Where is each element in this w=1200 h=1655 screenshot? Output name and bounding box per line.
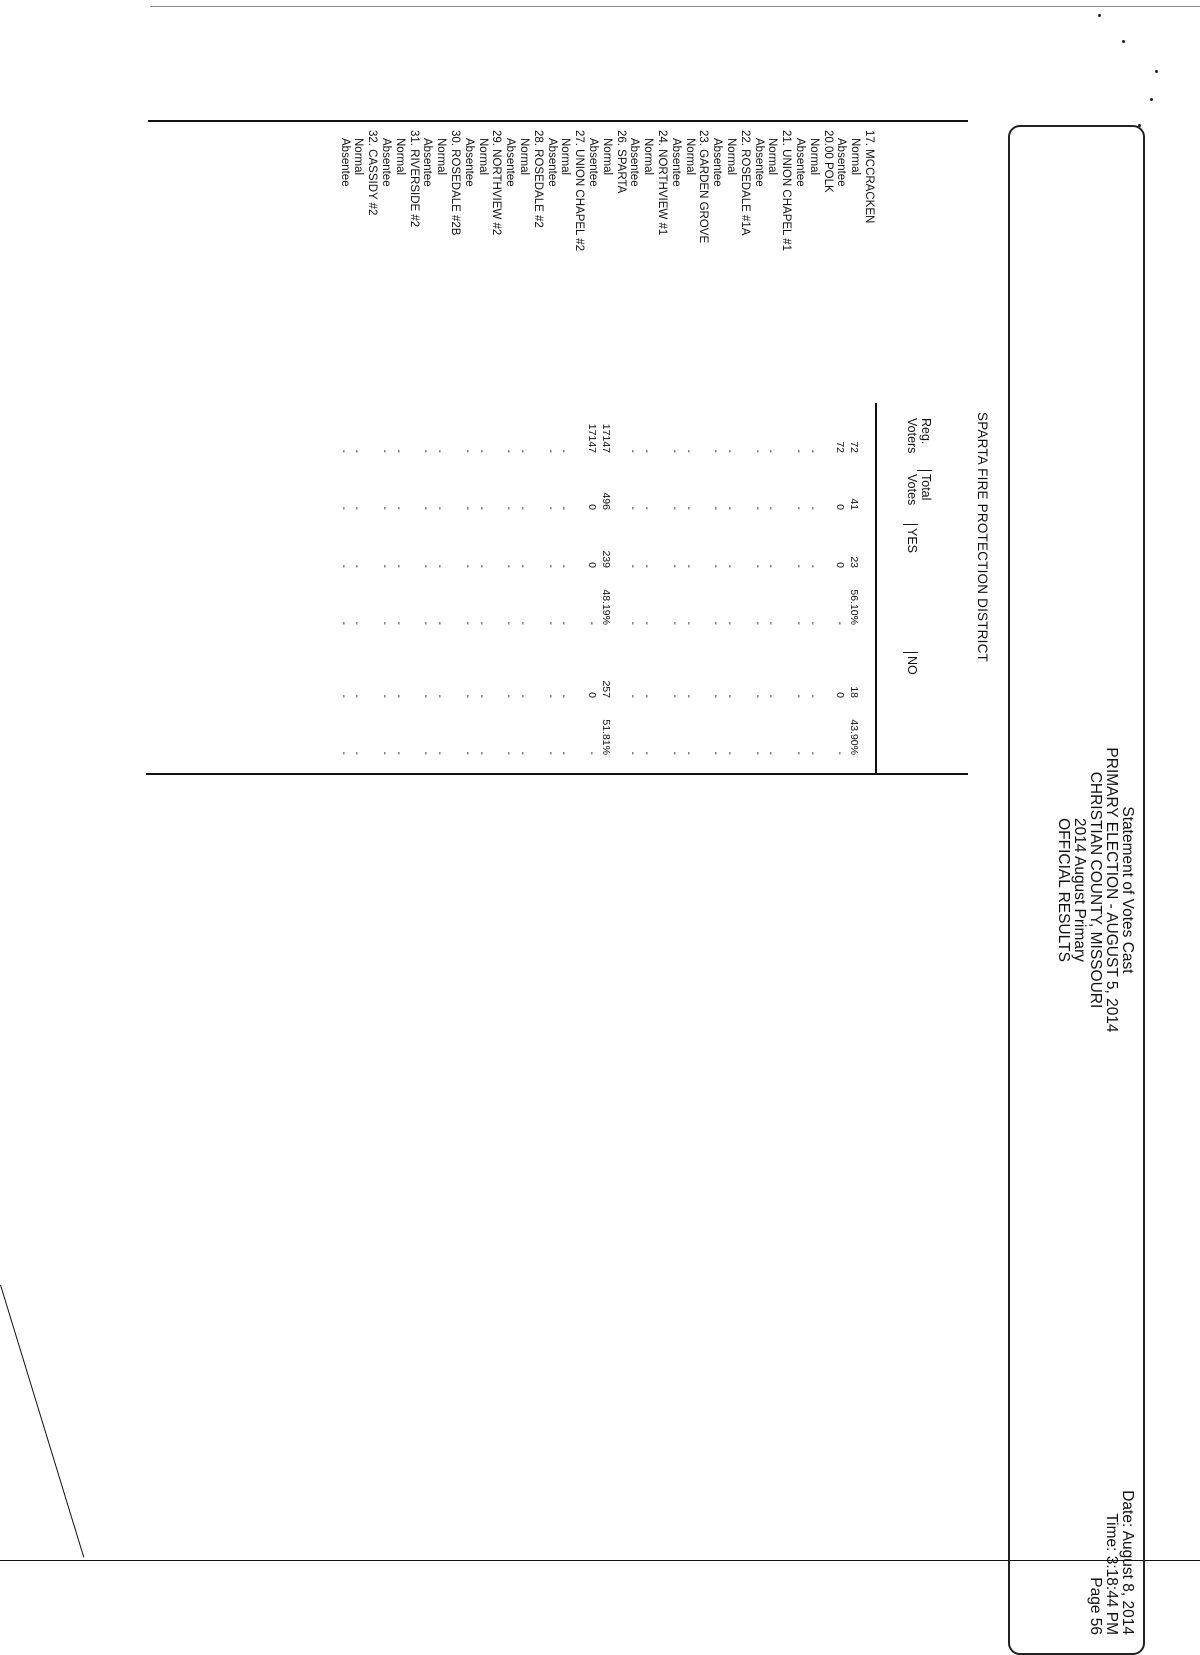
cell-yes: - (434, 564, 447, 568)
ballot-type-label: Absentee (380, 138, 392, 187)
cell-no: - (627, 694, 640, 698)
cell-total: 496 (599, 492, 612, 510)
cell-no: - (434, 694, 447, 698)
ballot-type-label: Normal (807, 138, 820, 176)
cell-yes: 23 (848, 556, 861, 568)
ballot-type-label: Normal (476, 138, 489, 176)
ballot-type-label: Normal (352, 138, 365, 176)
cell-total: 0 (834, 504, 847, 510)
cell-yes-pct: - (461, 621, 474, 625)
col-head-total-1: Total (919, 474, 933, 501)
cell-yes-pct: - (337, 621, 350, 625)
precinct-label: 31. RIVERSIDE #2 (407, 130, 420, 228)
cell-total: - (751, 506, 764, 510)
ballot-type-label: Absentee (421, 138, 434, 187)
ballot-type-label: Normal (559, 138, 572, 176)
ballot-type-label: Normal (518, 138, 530, 176)
cell-yes-pct: - (724, 621, 736, 625)
cell-no: 0 (834, 692, 847, 698)
cell-reg: 17147 (586, 423, 598, 453)
cell-reg: 72 (848, 441, 861, 453)
cell-reg: - (558, 449, 571, 453)
cell-yes: - (641, 564, 654, 568)
ballot-type-label: Absentee (338, 138, 351, 187)
cell-total: 41 (848, 498, 861, 510)
cell-yes: - (751, 564, 764, 568)
election-name: PRIMARY ELECTION - AUGUST 5, 2014 (1103, 747, 1120, 1033)
precinct-label: 27. UNION CHAPEL #2 (573, 130, 586, 252)
precinct-label: 24. NORTHVIEW #1 (656, 130, 668, 236)
cell-no-pct: - (558, 751, 571, 755)
cell-yes-pct: - (558, 621, 571, 625)
county-name: CHRISTIAN COUNTY, MISSOURI (1087, 771, 1104, 1009)
ballot-type-label: Absentee (835, 138, 848, 187)
cell-yes: - (682, 564, 695, 568)
cell-total: - (710, 506, 723, 510)
cell-no-pct: - (710, 751, 723, 755)
cell-no: - (751, 694, 764, 698)
cell-no: - (420, 694, 433, 698)
cell-reg: - (392, 449, 405, 453)
cell-reg: - (337, 449, 350, 453)
cell-yes: - (765, 564, 778, 568)
cell-yes-pct: - (668, 621, 681, 625)
cell-no: - (724, 694, 736, 698)
report-header (1008, 125, 1145, 1655)
cell-total: - (558, 506, 571, 510)
cell-yes: - (710, 564, 723, 568)
cell-total: - (724, 506, 736, 510)
cell-yes: - (806, 564, 819, 568)
precinct-label: 30. ROSEDALE #2B (449, 130, 461, 236)
cell-total: - (420, 506, 433, 510)
cell-no: - (337, 694, 350, 698)
precinct-label: 32. CASSIDY #2 (366, 130, 379, 216)
cell-reg: - (682, 449, 695, 453)
cell-no-pct: - (503, 751, 516, 755)
cell-no: - (793, 694, 805, 698)
cell-reg: - (793, 449, 805, 453)
precinct-label: 29. NORTHVIEW #2 (490, 130, 503, 236)
cell-yes: - (793, 564, 805, 568)
cell-yes: - (668, 564, 681, 568)
precinct-label: 17. MCCRACKEN (863, 130, 875, 224)
cell-yes: - (544, 564, 557, 568)
cell-no-pct: - (682, 751, 695, 755)
cell-no: - (503, 694, 516, 698)
cell-no-pct: - (420, 751, 433, 755)
cell-reg: - (461, 449, 474, 453)
cell-yes-pct: - (351, 621, 364, 625)
cell-yes-pct: - (434, 621, 447, 625)
cell-no: - (682, 694, 695, 698)
cell-yes-pct: - (710, 621, 723, 625)
cell-total: - (627, 506, 640, 510)
cell-no: - (765, 694, 778, 698)
cell-reg: - (379, 449, 391, 453)
cell-no-pct: - (544, 751, 557, 755)
cell-no: - (641, 694, 654, 698)
cell-total: - (475, 506, 488, 510)
cell-yes-pct: 48.19% (599, 589, 612, 625)
cell-yes-pct: - (627, 621, 640, 625)
cell-yes-pct: - (765, 621, 778, 625)
cell-yes-pct: - (751, 621, 764, 625)
cell-total: - (544, 506, 557, 510)
precinct-label: 21. UNION CHAPEL #1 (780, 130, 793, 252)
cell-no-pct: - (392, 751, 405, 755)
ballot-type-label: Absentee (504, 138, 517, 187)
cell-no-pct: - (475, 751, 488, 755)
cell-yes-pct: - (517, 621, 529, 625)
cell-no-pct: 51.81% (599, 719, 612, 755)
cell-yes-pct: - (682, 621, 695, 625)
cell-no: - (710, 694, 723, 698)
cell-no-pct: - (517, 751, 529, 755)
cell-no: - (517, 694, 529, 698)
report-title: Statement of Votes Cast (1119, 806, 1136, 974)
cell-yes: - (379, 564, 391, 568)
cell-yes-pct: - (420, 621, 433, 625)
cell-yes: - (475, 564, 488, 568)
ballot-type-label: Absentee (711, 138, 724, 187)
cell-no-pct: - (641, 751, 654, 755)
cell-yes-pct: - (834, 621, 847, 625)
precinct-label: 22. ROSEDALE #1A (738, 130, 751, 236)
cell-yes: - (627, 564, 640, 568)
cell-total: - (793, 506, 805, 510)
cell-total: - (337, 506, 350, 510)
cell-total: - (641, 506, 654, 510)
cell-yes: - (392, 564, 405, 568)
precinct-label: 23. GARDEN GROVE (697, 130, 710, 244)
ballot-type-label: Absentee (545, 138, 558, 187)
cell-total: - (379, 506, 391, 510)
cell-reg: 17147 (599, 423, 612, 453)
cell-reg: - (503, 449, 516, 453)
cell-reg: - (724, 449, 736, 453)
cell-no: - (351, 694, 364, 698)
cell-reg: - (668, 449, 681, 453)
cell-reg: - (475, 449, 488, 453)
cell-total: 0 (586, 504, 598, 510)
col-head-reg-2: Voters (905, 418, 919, 454)
cell-yes-pct: - (806, 621, 819, 625)
cell-yes-pct: 56.10% (848, 589, 861, 625)
cell-no-pct: - (434, 751, 447, 755)
cell-reg: 72 (834, 441, 847, 453)
precinct-label: 20.00 POLK (821, 130, 834, 193)
ballot-type-label: Normal (725, 138, 737, 176)
ballot-type-label: Normal (393, 138, 406, 176)
cell-no-pct: - (806, 751, 819, 755)
event-name: 2014 August Primary (1071, 818, 1088, 962)
race-title: SPARTA FIRE PROTECTION DISTRICT (975, 412, 990, 662)
cell-yes: 239 (599, 550, 612, 568)
cell-no: - (392, 694, 405, 698)
cell-yes-pct: - (544, 621, 557, 625)
cell-no: - (558, 694, 571, 698)
cell-yes: - (503, 564, 516, 568)
cell-yes-pct: - (641, 621, 654, 625)
cell-no-pct: - (337, 751, 350, 755)
ballot-type-label: Absentee (462, 138, 475, 187)
ballot-type-label: Normal (600, 138, 613, 176)
cell-reg: - (765, 449, 778, 453)
precinct-label: 26. SPARTA (614, 130, 627, 194)
cell-no: 0 (586, 692, 598, 698)
cell-reg: - (751, 449, 764, 453)
cell-total: - (682, 506, 695, 510)
ballot-type-label: Normal (435, 138, 448, 176)
cell-reg: - (806, 449, 819, 453)
ballot-type-label: Absentee (628, 138, 641, 187)
cell-no: - (461, 694, 474, 698)
cell-total: - (517, 506, 529, 510)
cell-no-pct: - (627, 751, 640, 755)
cell-reg: - (420, 449, 433, 453)
col-head-total-2: Votes (905, 474, 919, 506)
col-head-reg-1: Reg. (919, 418, 933, 445)
cell-yes: 0 (834, 562, 847, 568)
results-status: OFFICIAL RESULTS (1055, 818, 1072, 962)
cell-total: - (351, 506, 364, 510)
cell-no-pct: - (351, 751, 364, 755)
cell-no-pct: - (461, 751, 474, 755)
cell-yes: - (351, 564, 364, 568)
cell-yes-pct: - (379, 621, 391, 625)
cell-yes: - (558, 564, 571, 568)
cell-yes: - (337, 564, 350, 568)
cell-no: - (544, 694, 557, 698)
cell-no-pct: - (724, 751, 736, 755)
cell-yes: - (517, 564, 529, 568)
ballot-type-label: Normal (766, 138, 779, 176)
ballot-type-label: Absentee (587, 138, 599, 187)
cell-reg: - (710, 449, 723, 453)
cell-no-pct: - (379, 751, 391, 755)
cell-no-pct: - (668, 751, 681, 755)
col-head-yes: YES (905, 528, 919, 554)
cell-no: - (806, 694, 819, 698)
cell-reg: - (627, 449, 640, 453)
cell-no-pct: 43.90% (848, 719, 861, 755)
cell-yes-pct: - (392, 621, 405, 625)
cell-yes-pct: - (586, 621, 598, 625)
cell-yes: 0 (586, 562, 598, 568)
ballot-type-label: Absentee (794, 138, 806, 187)
cell-no-pct: - (586, 751, 598, 755)
cell-no: 18 (848, 686, 861, 698)
page-number: Page 56 (1087, 1577, 1104, 1635)
cell-no: - (379, 694, 391, 698)
cell-total: - (765, 506, 778, 510)
cell-reg: - (641, 449, 654, 453)
col-head-no: NO (905, 656, 919, 675)
cell-total: - (434, 506, 447, 510)
ballot-type-label: Normal (683, 138, 696, 176)
cell-no: - (668, 694, 681, 698)
ballot-type-label: Normal (849, 138, 862, 176)
cell-total: - (392, 506, 405, 510)
cell-yes-pct: - (475, 621, 488, 625)
ballot-type-label: Absentee (752, 138, 765, 187)
cell-no-pct: - (751, 751, 764, 755)
cell-total: - (461, 506, 474, 510)
cell-no-pct: - (765, 751, 778, 755)
report-date: Date: August 8, 2014 (1119, 1490, 1136, 1635)
cell-no: 257 (599, 680, 612, 698)
cell-yes: - (420, 564, 433, 568)
cell-total: - (668, 506, 681, 510)
cell-yes: - (724, 564, 736, 568)
cell-reg: - (544, 449, 557, 453)
cell-reg: - (517, 449, 529, 453)
cell-reg: - (351, 449, 364, 453)
cell-no-pct: - (834, 751, 847, 755)
precinct-label: 28. ROSEDALE #2 (531, 130, 544, 228)
cell-yes: - (461, 564, 474, 568)
ballot-type-label: Normal (642, 138, 655, 176)
ballot-type-label: Absentee (669, 138, 682, 187)
report-time: Time: 3:18:44 PM (1103, 1513, 1120, 1635)
cell-yes-pct: - (503, 621, 516, 625)
cell-yes-pct: - (793, 621, 805, 625)
cell-no-pct: - (793, 751, 805, 755)
cell-no: - (475, 694, 488, 698)
cell-total: - (806, 506, 819, 510)
cell-total: - (503, 506, 516, 510)
cell-reg: - (434, 449, 447, 453)
